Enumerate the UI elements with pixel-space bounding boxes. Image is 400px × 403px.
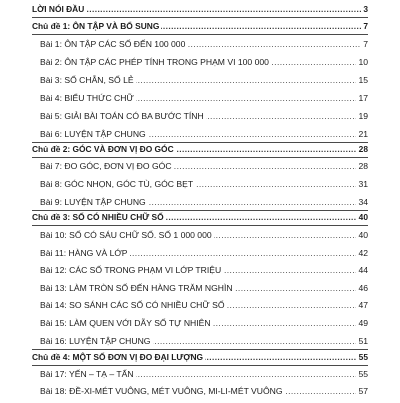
toc-item-lesson-3[interactable] — [0, 74, 400, 92]
toc-item-lesson-4[interactable] — [0, 92, 400, 110]
toc-page-number: 46 — [358, 283, 368, 293]
divider — [32, 349, 368, 350]
toc-page-number: 28 — [358, 144, 368, 154]
toc-page-number: 42 — [358, 248, 368, 258]
toc-item-label: Bài 6: LUYỆN TẬP CHUNG — [40, 129, 146, 139]
toc-page-number: 28 — [358, 161, 368, 171]
toc-item-label: Bài 2: ÔN TẬP CÁC PHÉP TÍNH TRONG PHẠM VI 100 000 — [40, 57, 269, 67]
toc-item-label: Bài 14: SO SÁNH CÁC SỐ CÓ NHIỀU CHỮ SỐ — [40, 300, 225, 310]
toc-heading-label: Chủ đề 1: ÔN TẬP VÀ BỔ SUNG — [32, 21, 160, 31]
toc-heading-topic-4[interactable] — [0, 351, 400, 369]
toc-item-lesson-1[interactable] — [0, 38, 400, 56]
toc-item-lesson-5[interactable] — [0, 110, 400, 128]
toc-page-number: 10 — [358, 57, 368, 67]
toc-item-label: Bài 11: HÀNG VÀ LỚP — [40, 248, 128, 258]
toc-page-number: 19 — [358, 111, 368, 121]
toc-item-lesson-18[interactable] — [0, 385, 400, 403]
toc-item-label: Bài 18: ĐỀ-XI-MÉT VUÔNG, MÉT VUÔNG, MI-LI-MÉT VUÔNG — [40, 386, 283, 396]
toc-heading-topic-1[interactable] — [0, 20, 400, 38]
toc-heading-topic-3[interactable] — [0, 211, 400, 229]
toc-page-number: 31 — [358, 179, 368, 189]
toc-item-label: Bài 13: LÀM TRÒN SỐ ĐẾN HÀNG TRĂM NGHÌN — [40, 283, 233, 293]
divider — [32, 225, 368, 226]
divider — [32, 17, 368, 18]
toc-page-number: 7 — [363, 39, 368, 49]
toc-item-label: Bài 4: BIỂU THỨC CHỮ — [40, 93, 134, 103]
toc-page-number: 49 — [358, 318, 368, 328]
divider — [32, 365, 368, 366]
toc-item-label: Bài 15: LÀM QUEN VỚI DÃY SỐ TỰ NHIÊN — [40, 318, 211, 328]
toc-item-lesson-8[interactable] — [0, 178, 400, 196]
toc-page-number: 34 — [358, 197, 368, 207]
toc-page-number: 47 — [358, 300, 368, 310]
toc-item-lesson-14[interactable] — [0, 299, 400, 317]
toc-heading-label: Chủ đề 3: SỐ CÓ NHIỀU CHỮ SỐ — [32, 212, 164, 222]
toc-heading-label: LỜI NÓI ĐẦU — [32, 4, 85, 14]
toc-page-number: 7 — [363, 21, 368, 31]
toc-heading-label: Chủ đề 2: GÓC VÀ ĐƠN VỊ ĐO GÓC — [32, 144, 174, 154]
toc-page-number: 57 — [358, 386, 368, 396]
toc-page-number: 40 — [358, 212, 368, 222]
toc-item-label: Bài 12: CÁC SỐ TRONG PHẠM VI LỚP TRIỆU — [40, 265, 222, 275]
toc-item-label: Bài 10: SỐ CÓ SÁU CHỮ SỐ. SỐ 1 000 000 — [40, 230, 212, 240]
toc-page-number: 44 — [358, 265, 368, 275]
toc-item-lesson-13[interactable] — [0, 282, 400, 300]
toc-heading-label: Chủ đề 4: MỘT SỐ ĐƠN VỊ ĐO ĐẠI LƯỢNG — [32, 352, 204, 362]
toc-item-lesson-11[interactable] — [0, 247, 400, 265]
toc-page-number: 55 — [358, 352, 368, 362]
toc-item-label: Bài 1: ÔN TẬP CÁC SỐ ĐẾN 100 000 — [40, 39, 186, 49]
toc-item-label: Bài 5: GIẢI BÀI TOÁN CÓ BA BƯỚC TÍNH — [40, 111, 204, 121]
toc-page-number: 3 — [363, 4, 368, 14]
toc-page-number: 40 — [358, 230, 368, 240]
toc-item-label: Bài 3: SỐ CHẴN, SỐ LẺ — [40, 75, 134, 85]
toc-page-number: 55 — [358, 369, 368, 379]
toc-item-label: Bài 16: LUYỆN TẬP CHUNG — [40, 336, 151, 346]
toc-item-lesson-17[interactable] — [0, 368, 400, 386]
toc-page-number: 51 — [358, 336, 368, 346]
toc-item-lesson-15[interactable] — [0, 317, 400, 335]
toc-item-label: Bài 7: ĐO GÓC, ĐƠN VỊ ĐO GÓC — [40, 161, 172, 171]
toc-item-label: Bài 8: GÓC NHỌN, GÓC TÙ, GÓC BẸT — [40, 179, 194, 189]
toc-item-lesson-2[interactable] — [0, 56, 400, 74]
divider — [32, 157, 368, 158]
toc-item-lesson-12[interactable] — [0, 264, 400, 282]
toc-item-label: Bài 9: LUYỆN TẬP CHUNG — [40, 197, 146, 207]
toc-page-number: 17 — [358, 93, 368, 103]
divider — [32, 34, 368, 35]
toc-item-label: Bài 17: YẾN – TẠ – TẤN — [40, 369, 134, 379]
toc-heading-topic-2[interactable] — [0, 143, 400, 161]
toc-heading-preface[interactable] — [0, 3, 400, 21]
toc-page-number: 15 — [358, 75, 368, 85]
toc-item-lesson-7[interactable] — [0, 160, 400, 178]
toc-page-number: 21 — [358, 129, 368, 139]
toc-item-lesson-10[interactable] — [0, 229, 400, 247]
